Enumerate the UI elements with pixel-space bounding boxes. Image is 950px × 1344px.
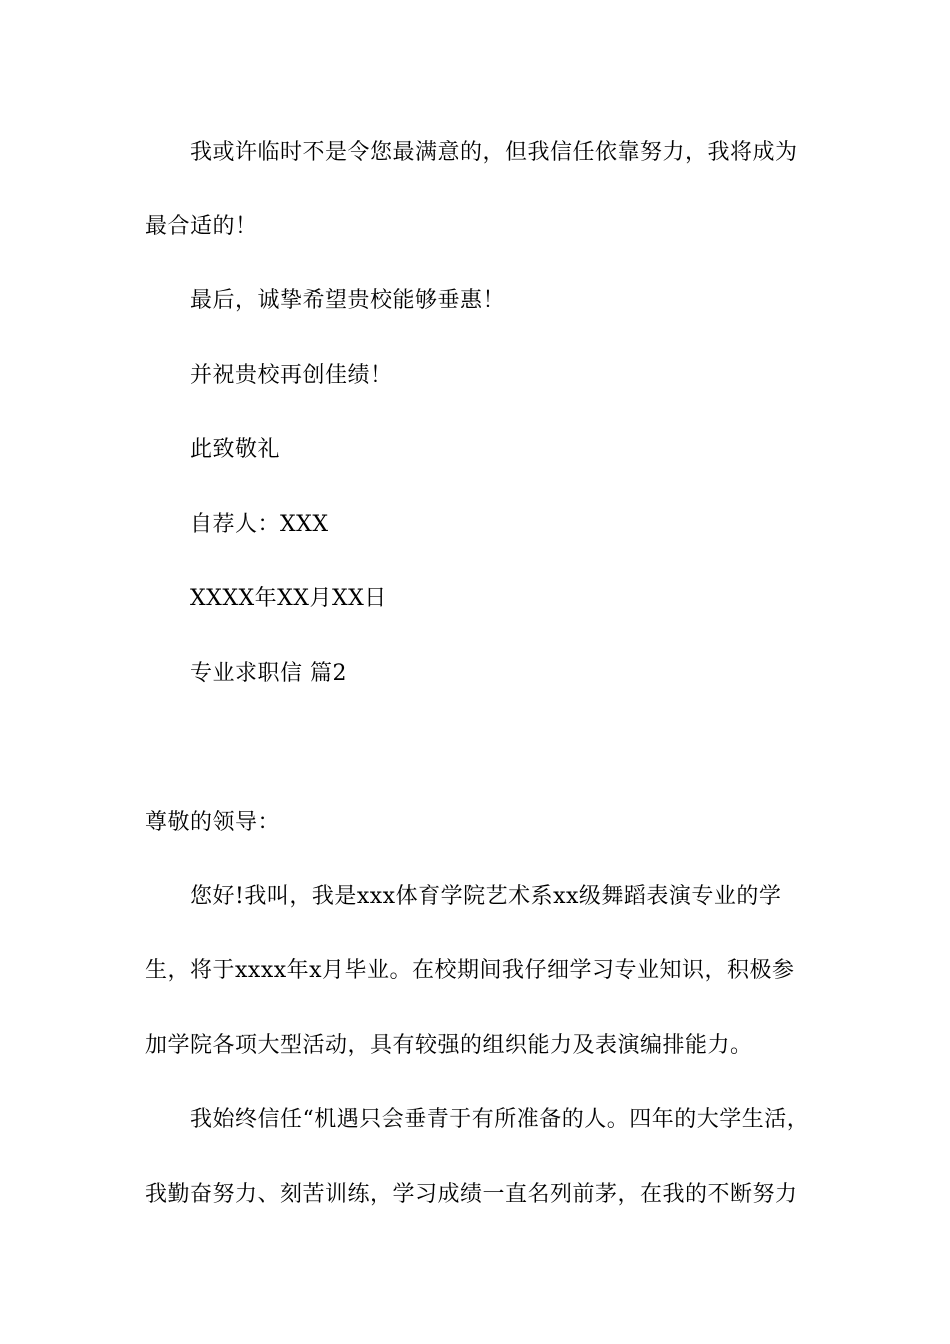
paragraph-line: 并祝贵校再创佳绩！ [190,363,393,388]
paragraph-line: 我勤奋努力、刻苦训练，学习成绩一直名列前茅，在我的不断努力 [145,1182,798,1207]
paragraph-line: 您好!我叫，我是xxx体育学院艺术系xx级舞蹈表演专业的学 [190,884,782,909]
paragraph-line: 最合适的！ [145,214,258,239]
signature-line: 自荐人：XXX [190,512,329,537]
section-heading: 专业求职信 篇2 [190,661,347,686]
paragraph-line: 我或许临时不是令您最满意的，但我信任依靠努力，我将成为 [190,140,798,165]
greeting-line: 尊敬的领导： [145,810,281,835]
date-line: XXXX年XX月XX日 [190,586,387,611]
closing-salutation: 此致敬礼 [190,437,281,462]
paragraph-line: 最后，诚挚希望贵校能够垂惠！ [190,288,506,313]
paragraph-line: 我始终信任“机遇只会垂青于有所准备的人。四年的大学生活， [190,1107,810,1132]
paragraph-line: 生，将于xxxx年x月毕业。在校期间我仔细学习专业知识，积极参 [145,958,795,983]
paragraph-line: 加学院各项大型活动，具有较强的组织能力及表演编排能力。 [145,1033,753,1058]
